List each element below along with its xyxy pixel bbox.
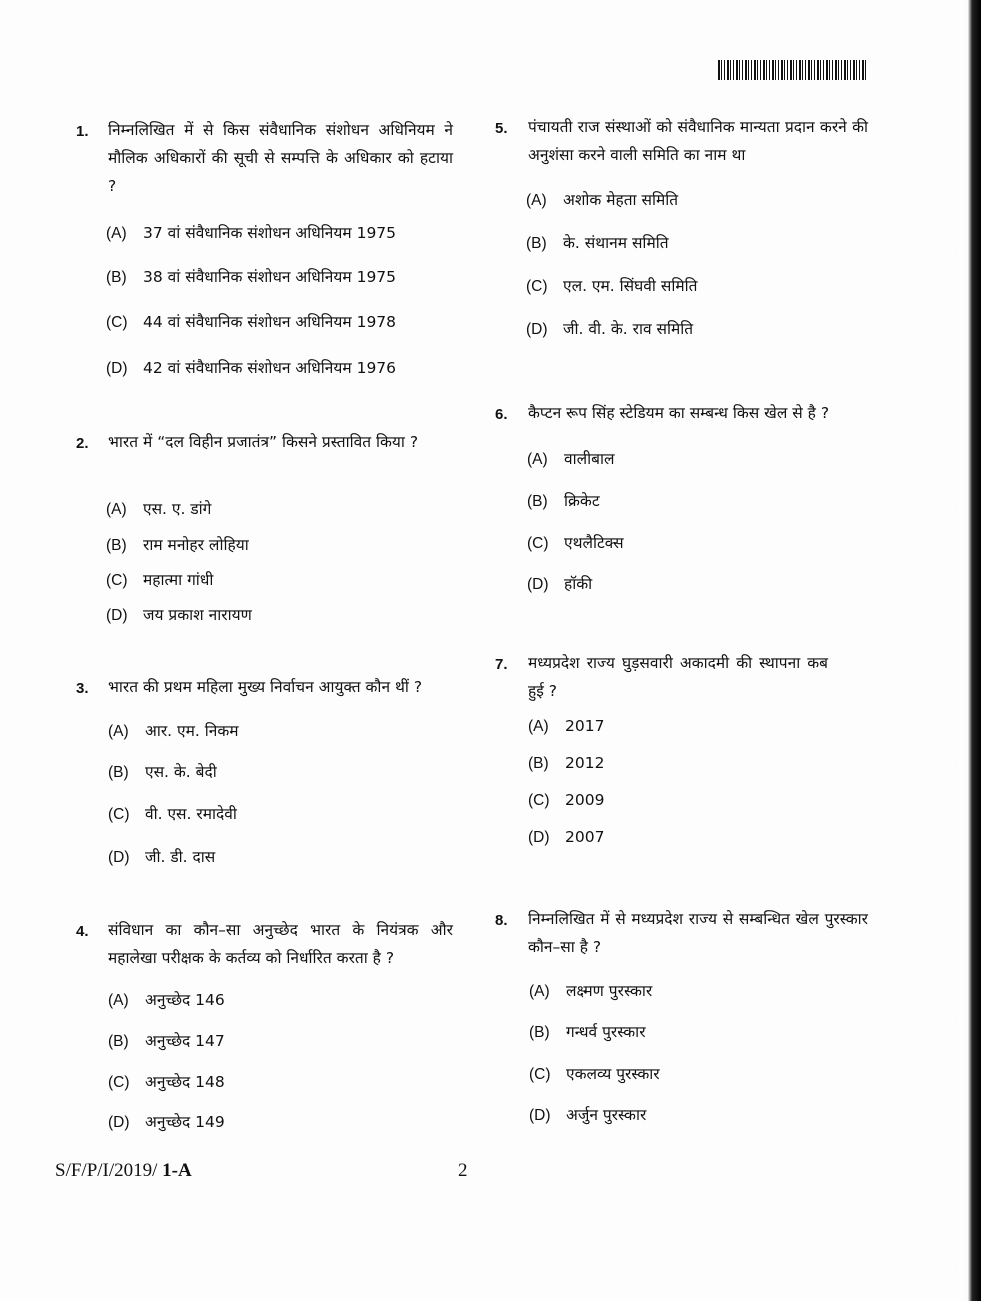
option-text: महात्मा गांधी (143, 571, 214, 589)
answer-option (526, 274, 697, 296)
option-label: (B) (528, 755, 549, 772)
option-label: (D) (528, 829, 550, 846)
option-text: अर्जुन पुरस्कार (566, 1106, 647, 1124)
answer-option (108, 802, 237, 824)
scan-edge (959, 0, 981, 1301)
option-label: (D) (108, 849, 130, 866)
option-text: एथलैटिक्स (564, 534, 624, 552)
answer-option (108, 1070, 225, 1092)
option-text: हॉकी (564, 575, 593, 593)
option-label: (A) (108, 723, 129, 740)
answer-option (528, 717, 604, 736)
option-label: (B) (108, 764, 129, 781)
answer-option (528, 791, 604, 810)
question-number: 5. (495, 120, 508, 137)
answer-option (106, 603, 252, 625)
paper-code (55, 1160, 192, 1182)
option-text: 2009 (565, 791, 605, 809)
answer-option (106, 568, 213, 590)
option-text: अनुच्छेद 146 (145, 991, 225, 1009)
answer-option (106, 533, 249, 555)
answer-option (108, 760, 217, 782)
answer-option (527, 531, 624, 553)
option-label: (D) (106, 607, 128, 624)
question-text: भारत की प्रथम महिला मुख्य निर्वाचन आयुक्त कौन थीं ? (108, 678, 423, 696)
answer-option (529, 1103, 646, 1125)
question-text: कैप्टन रूप सिंह स्टेडियम का सम्बन्ध किस खेल से है ? (528, 404, 830, 422)
option-label: (A) (527, 451, 548, 468)
option-text: 44 वां संवैधानिक संशोधन अधिनियम 1978 (143, 313, 397, 331)
option-text: गन्धर्व पुरस्कार (566, 1023, 646, 1041)
option-text: एस. के. बेदी (145, 763, 217, 781)
option-text: अनुच्छेद 147 (145, 1032, 225, 1050)
answer-option (108, 1029, 225, 1051)
question-text: भारत में “दल विहीन प्रजातंत्र” किसने प्रस्तावित किया ? (108, 433, 419, 451)
option-label: (D) (527, 576, 549, 593)
paper-code-prefix: S/F/P/I/2019/ (55, 1160, 158, 1181)
question-text: मध्यप्रदेश राज्य घुड़सवारी अकादमी की स्थापना कब हुई ? (528, 654, 828, 700)
option-text: जी. वी. के. राव समिति (563, 320, 694, 338)
option-text: वालीबाल (564, 450, 615, 468)
option-text: अनुच्छेद 148 (145, 1073, 225, 1091)
answer-option (108, 845, 215, 867)
answer-option (528, 828, 604, 847)
answer-option (529, 1062, 660, 1084)
option-label: (A) (106, 225, 127, 242)
option-label: (C) (529, 1066, 551, 1083)
question-text: निम्नलिखित में से मध्यप्रदेश राज्य से सम्बन्धित खेल पुरस्कार कौन–सा है ? (528, 910, 868, 956)
answer-option (528, 754, 604, 773)
question-number: 8. (495, 912, 508, 929)
option-text: 2012 (565, 754, 605, 772)
option-label: (D) (526, 321, 548, 338)
answer-option (529, 1020, 646, 1042)
answer-option (526, 231, 669, 253)
option-text: एकलव्य पुरस्कार (566, 1065, 660, 1083)
option-text: के. संथानम समिति (563, 234, 669, 252)
option-text: 37 वां संवैधानिक संशोधन अधिनियम 1975 (143, 224, 397, 242)
question-text: संविधान का कौन–सा अनुच्छेद भारत के नियंत्रक और महालेखा परीक्षक के कर्तव्य को निर्धारित करता है ? (108, 921, 453, 967)
page-number: 2 (458, 1160, 468, 1181)
answer-option (106, 356, 396, 378)
option-label: (D) (529, 1107, 551, 1124)
question-number: 3. (76, 680, 89, 697)
answer-option (106, 265, 396, 287)
answer-option (529, 979, 652, 1001)
option-text: जय प्रकाश नारायण (143, 606, 252, 624)
option-text: 38 वां संवैधानिक संशोधन अधिनियम 1975 (143, 268, 397, 286)
option-label: (A) (108, 992, 129, 1009)
option-text: 42 वां संवैधानिक संशोधन अधिनियम 1976 (143, 359, 397, 377)
option-text: अनुच्छेद 149 (145, 1113, 225, 1131)
option-label: (A) (528, 718, 549, 735)
option-text: 2007 (565, 828, 605, 846)
answer-option (108, 719, 239, 741)
answer-option (527, 572, 592, 594)
option-text: एल. एम. सिंघवी समिति (563, 277, 698, 295)
option-label: (C) (108, 1074, 130, 1091)
option-text: अशोक मेहता समिति (563, 191, 679, 209)
question-text: पंचायती राज संस्थाओं को संवैधानिक मान्यता प्रदान करने की अनुशंसा करने वाली समिति का नाम था (528, 118, 868, 164)
option-text: राम मनोहर लोहिया (143, 536, 249, 554)
option-label: (A) (526, 192, 547, 209)
option-label: (A) (106, 501, 127, 518)
option-label: (C) (106, 314, 128, 331)
option-label: (B) (106, 269, 127, 286)
option-text: लक्ष्मण पुरस्कार (566, 982, 653, 1000)
option-label: (C) (526, 278, 548, 295)
option-label: (D) (108, 1114, 130, 1131)
barcode (718, 60, 868, 80)
option-label: (B) (106, 537, 127, 554)
option-label: (B) (529, 1024, 550, 1041)
option-text: 2017 (565, 717, 605, 735)
option-label: (B) (527, 493, 548, 510)
question-number: 6. (495, 406, 508, 423)
answer-option (527, 489, 600, 511)
question-number: 7. (495, 656, 508, 673)
question-number: 4. (76, 923, 89, 940)
question-number: 2. (76, 435, 89, 452)
option-label: (D) (106, 360, 128, 377)
option-label: (B) (108, 1033, 129, 1050)
question-number: 1. (76, 123, 89, 140)
answer-option (106, 221, 396, 243)
option-label: (A) (529, 983, 550, 1000)
option-text: जी. डी. दास (145, 848, 216, 866)
answer-option (108, 988, 225, 1010)
answer-option (527, 447, 615, 469)
answer-option (526, 317, 693, 339)
option-label: (C) (528, 792, 550, 809)
answer-option (106, 497, 211, 519)
option-label: (B) (526, 235, 547, 252)
paper-code-suffix: 1-A (157, 1160, 192, 1181)
option-text: आर. एम. निकम (145, 722, 239, 740)
option-label: (C) (527, 535, 549, 552)
question-text: निम्नलिखित में से किस संवैधानिक संशोधन अधिनियम ने मौलिक अधिकारों की सूची से सम्पत्ति के अधिकार को हटाया ? (108, 121, 453, 195)
option-label: (C) (108, 806, 130, 823)
option-text: वी. एस. रमादेवी (145, 805, 237, 823)
option-text: क्रिकेट (564, 492, 600, 510)
answer-option (526, 188, 678, 210)
option-label: (C) (106, 572, 128, 589)
option-text: एस. ए. डांगे (143, 500, 212, 518)
answer-option (106, 310, 396, 332)
answer-option (108, 1110, 225, 1132)
